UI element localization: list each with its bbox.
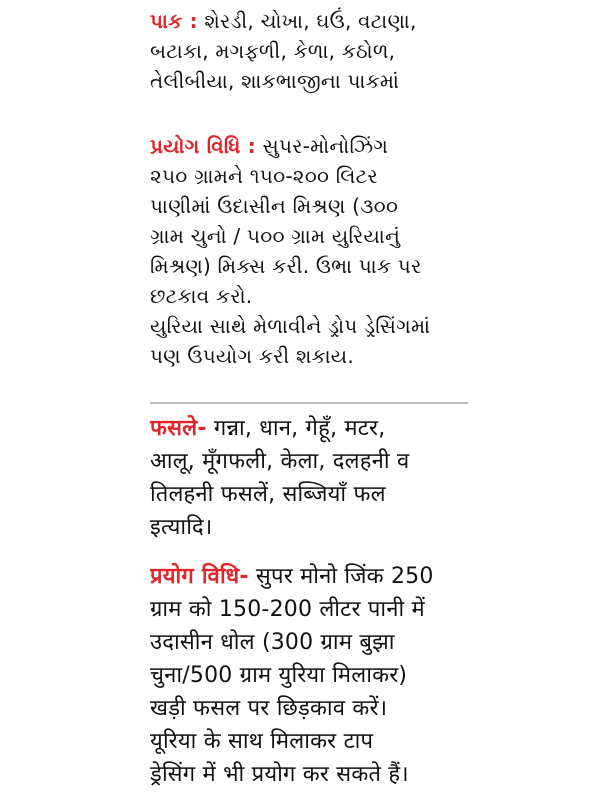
hindi-method-line: ड्रेसिंग में भी प्रयोग कर सकते हैं। [150, 762, 409, 787]
section-divider [150, 402, 468, 404]
gujarati-crops-section [150, 6, 468, 96]
gujarati-method-label: પ્રયોગ વિધિ : [150, 134, 256, 158]
hindi-method-line: खड़ी फसल पर छिड़काव करें। [150, 696, 388, 721]
hindi-crops-text: गन्ना, धान, गेहूँ, मटर, [213, 416, 386, 441]
hindi-crops-line: आलू, मूँगफली, केला, दलहनी व [150, 449, 410, 474]
hindi-crops-section [150, 412, 468, 544]
hindi-method-line: उदासीन धोल (300 ग्राम बुझा [150, 630, 395, 655]
gujarati-crops-label: પાક : [150, 9, 198, 33]
hindi-method-line: ग्राम को 150-200 लीटर पानी में [150, 597, 425, 622]
hindi-method-line: यूरिया के साथ मिलाकर टाप [150, 729, 374, 754]
gujarati-method-text: સુપર-મોનોઝિંગ [262, 134, 389, 158]
gujarati-crops-text: શેરડી, ચોખા, ઘઉં, વટાણા, [204, 9, 417, 33]
gujarati-method-section [150, 131, 468, 371]
hindi-method-section [150, 560, 468, 791]
hindi-method-label: प्रयोग विधि- [150, 564, 249, 589]
hindi-method-first-line [150, 560, 468, 593]
gujarati-method-line: ૨૫૦ ગ્રામને ૧૫૦-૨૦૦ લિટર [150, 164, 378, 188]
gujarati-method-line: યુરિયા સાથે મેળાવીને ડ્રોપ ડ્રેસિંગમાં [150, 314, 431, 338]
gujarati-crops-line: બટાકા, મગફળી, કેળા, કઠોળ, [150, 39, 396, 63]
gujarati-method-line: ગ્રામ ચુનો / ૫૦૦ ગ્રામ યુરિયાનું [150, 224, 401, 248]
hindi-crops-line: इत्यादि। [150, 515, 213, 540]
gujarati-crops-first-line [150, 6, 468, 36]
hindi-method-line: चुना/500 ग्राम युरिया मिलाकर) [150, 663, 408, 688]
gujarati-method-line: છટકાવ કરો. [150, 284, 253, 308]
hindi-crops-label: फसले- [150, 416, 207, 441]
gujarati-crops-line: તેલીબીયા, શાકભાજીના પાકમાં [150, 69, 400, 93]
hindi-method-text: सुपर मोनो जिंक 250 [255, 564, 434, 589]
instruction-sheet [150, 0, 468, 800]
gujarati-method-first-line [150, 131, 468, 161]
hindi-crops-line: तिलहनी फसलें, सब्जियाँ फल [150, 482, 386, 507]
gujarati-method-line: પાણીમાં ઉદાસીન મિશ્રણ (૩૦૦ [150, 194, 399, 218]
gujarati-method-line: મિશ્રણ) મિક્સ કરી. ઉભા પાક પર [150, 254, 422, 278]
gujarati-method-line: પણ ઉપયોગ કરી શકાય. [150, 344, 354, 368]
hindi-crops-first-line [150, 412, 468, 445]
